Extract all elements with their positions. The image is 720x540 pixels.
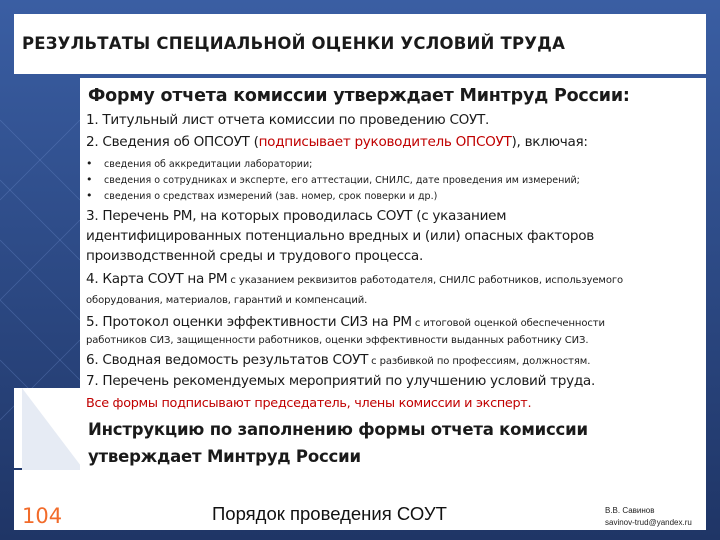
- page-number: 104: [22, 504, 63, 528]
- item-4-line-2: оборудования, материалов, гарантий и компенсаций.: [86, 295, 368, 306]
- footer-author: [605, 505, 692, 529]
- heading-instruction-line-1: Инструкцию по заполнению формы отчета комиссии: [88, 420, 588, 439]
- item-7: 7. Перечень рекомендуемых мероприятий по улучшению условий труда.: [86, 373, 595, 389]
- item-2: [86, 134, 588, 150]
- author-email: savinov-trud@yandex.ru: [605, 518, 692, 527]
- item-2-red: подписывает руководитель ОПСОУТ: [258, 134, 512, 150]
- signatures-note: Все формы подписывают председатель, члены комиссии и эксперт.: [86, 396, 532, 411]
- item-5-line-2: работников СИЗ, защищенности работников, оценки эффективности выданных работнику СИЗ.: [86, 335, 589, 346]
- slide-title: РЕЗУЛЬТАТЫ СПЕЦИАЛЬНОЙ ОЦЕНКИ УСЛОВИЙ ТРУДА: [22, 34, 566, 53]
- item-2-suffix: ), включая:: [511, 134, 588, 150]
- bullet-1: • сведения об аккредитации лаборатории;: [86, 157, 313, 170]
- bullet-icon: •: [86, 173, 93, 186]
- item-3-line-1: 3. Перечень РМ, на которых проводилась СОУТ (с указанием: [86, 208, 507, 224]
- item-3-line-2: идентифицированных потенциально вредных и (или) опасных факторов: [86, 228, 594, 244]
- bullet-icon: •: [86, 157, 93, 170]
- heading-instruction-line-2: утверждает Минтруд России: [88, 447, 361, 466]
- item-5: 5. Протокол оценки эффективности СИЗ на РМ с итоговой оценкой обеспеченности: [86, 314, 605, 330]
- item-3-line-3: производственной среды и трудового процесса.: [86, 248, 423, 264]
- footer-title: Порядок проведения СОУТ: [212, 503, 447, 524]
- item-1: 1. Титульный лист отчета комиссии по проведению СОУТ.: [86, 112, 490, 128]
- item-6: 6. Сводная ведомость результатов СОУТ с разбивкой по профессиям, должностям.: [86, 352, 591, 368]
- bullet-3: • сведения о средствах измерений (зав. номер, срок поверки и др.): [86, 189, 438, 202]
- item-4: 4. Карта СОУТ на РМ с указанием реквизитов работодателя, СНИЛС работников, используемого: [86, 271, 624, 287]
- bullet-icon: •: [86, 189, 93, 202]
- item-2-prefix: 2. Сведения об ОПСОУТ (: [86, 134, 259, 150]
- author-name: В.В. Савинов: [605, 506, 655, 515]
- heading-report-form: Форму отчета комиссии утверждает Минтруд России:: [88, 86, 630, 106]
- bullet-2: • сведения о сотрудниках и эксперте, его аттестации, СНИЛС, дате проведения им измерений;: [86, 173, 580, 186]
